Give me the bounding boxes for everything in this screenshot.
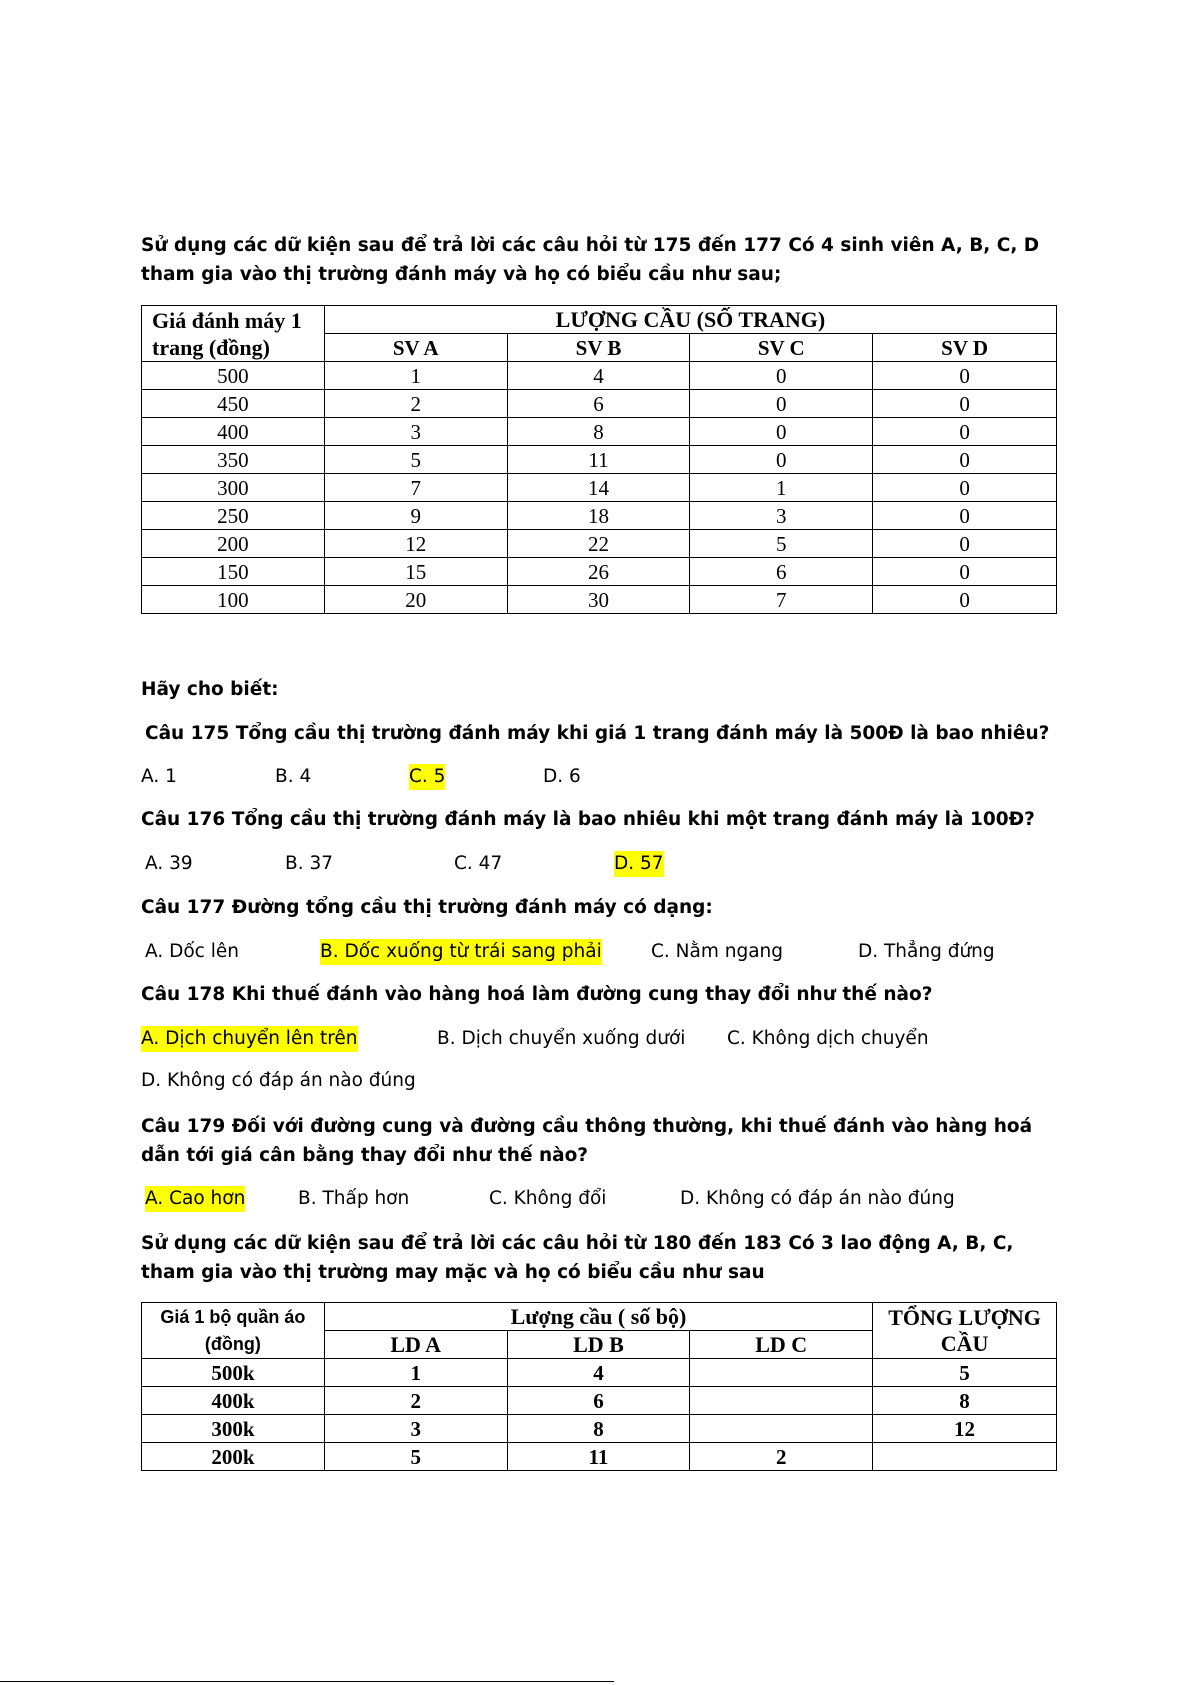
table-row <box>142 418 1057 446</box>
table-cell: 8 <box>873 1387 1057 1415</box>
table-cell: 5 <box>690 530 873 558</box>
table-cell: 0 <box>873 390 1057 418</box>
table-cell: 6 <box>507 390 690 418</box>
table-cell: 8 <box>507 418 690 446</box>
table-cell: 350 <box>142 446 325 474</box>
q177-option-b-answer: B. Dốc xuống từ trái sang phải <box>320 939 602 965</box>
q176-option-d-answer: D. 57 <box>614 851 664 877</box>
column-header: SV C <box>690 334 873 362</box>
table-row <box>142 362 1057 390</box>
table-cell: 0 <box>873 418 1057 446</box>
table-cell: 3 <box>690 502 873 530</box>
question-177: Câu 177 Đường tổng cầu thị trường đánh máy có dạng: <box>141 897 713 918</box>
table-cell: 22 <box>507 530 690 558</box>
table-cell: 30 <box>507 586 690 614</box>
table-cell <box>873 1443 1057 1471</box>
table-cell: 2 <box>324 1387 507 1415</box>
table-cell: 9 <box>324 502 507 530</box>
table-cell: 20 <box>324 586 507 614</box>
table-cell: 3 <box>324 418 507 446</box>
column-header: LD B <box>507 1331 690 1359</box>
table-cell: 200k <box>142 1443 325 1471</box>
quantity-header: LƯỢNG CẦU (SỐ TRANG) <box>324 306 1056 334</box>
q178-option-b: B. Dịch chuyển xuống dưới <box>437 1028 686 1049</box>
table-cell: 450 <box>142 390 325 418</box>
column-header: SV B <box>507 334 690 362</box>
table-cell: 2 <box>324 390 507 418</box>
table-cell: 6 <box>507 1387 690 1415</box>
q178-option-d: D. Không có đáp án nào đúng <box>141 1070 416 1091</box>
table-cell: 12 <box>324 530 507 558</box>
table-cell: 2 <box>690 1443 873 1471</box>
table-cell: 7 <box>324 474 507 502</box>
q176-option-c: C. 47 <box>454 853 503 874</box>
table-cell: 5 <box>873 1359 1057 1387</box>
table-cell: 14 <box>507 474 690 502</box>
table-cell: 300k <box>142 1415 325 1443</box>
table-cell: 1 <box>324 1359 507 1387</box>
table-cell: 6 <box>690 558 873 586</box>
table-cell: 11 <box>507 446 690 474</box>
table-cell: 0 <box>873 586 1057 614</box>
question-179: Câu 179 Đối với đường cung và đường cầu thông thường, khi thuế đánh vào hàng hoá dẫn tới giá cân bằng thay đổi như thế nào? <box>141 1116 1033 1166</box>
table-cell: 0 <box>873 474 1057 502</box>
table-cell: 100 <box>142 586 325 614</box>
table-cell: 8 <box>507 1415 690 1443</box>
table-row <box>142 1387 1057 1415</box>
table-cell <box>690 1415 873 1443</box>
prompt-text: Hãy cho biết: <box>141 679 279 700</box>
q179-option-a-answer: A. Cao hơn <box>145 1186 245 1212</box>
column-header: SV D <box>873 334 1057 362</box>
clothing-demand-table <box>141 1302 1057 1471</box>
table-cell: 0 <box>873 362 1057 390</box>
total-header: TỔNG LƯỢNG CẦU <box>873 1303 1057 1359</box>
column-header: LD A <box>324 1331 507 1359</box>
table-cell: 1 <box>324 362 507 390</box>
intro-paragraph-2: Sử dụng các dữ kiện sau để trả lời các câu hỏi từ 180 đến 183 Có 3 lao động A, B, C, tham gia vào thị trường may mặc và họ có biểu cầu như sau <box>141 1233 1014 1283</box>
question-175: Câu 175 Tổng cầu thị trường đánh máy khi giá 1 trang đánh máy là 500Đ là bao nhiêu? <box>145 723 1050 744</box>
table-cell: 7 <box>690 586 873 614</box>
question-178: Câu 178 Khi thuế đánh vào hàng hoá làm đường cung thay đổi như thế nào? <box>141 984 933 1005</box>
table-row <box>142 1415 1057 1443</box>
table-cell: 500 <box>142 362 325 390</box>
table-cell: 4 <box>507 1359 690 1387</box>
table-row <box>142 474 1057 502</box>
table-cell: 400k <box>142 1387 325 1415</box>
table-cell: 0 <box>873 446 1057 474</box>
table-row <box>142 446 1057 474</box>
q175-option-a: A. 1 <box>141 766 177 787</box>
table-row <box>142 502 1057 530</box>
table-row <box>142 1443 1057 1471</box>
footer-divider-segment <box>600 1681 614 1682</box>
table-cell: 0 <box>873 558 1057 586</box>
q178-option-c: C. Không dịch chuyển <box>727 1028 929 1049</box>
q177-option-c: C. Nằm ngang <box>651 941 784 962</box>
q177-option-d: D. Thẳng đứng <box>858 941 995 962</box>
q179-option-d: D. Không có đáp án nào đúng <box>680 1188 955 1209</box>
table-cell: 0 <box>873 502 1057 530</box>
table-row <box>142 586 1057 614</box>
table-cell: 0 <box>690 362 873 390</box>
question-176: Câu 176 Tổng cầu thị trường đánh máy là bao nhiêu khi một trang đánh máy là 100Đ? <box>141 809 1035 830</box>
table-cell: 0 <box>690 418 873 446</box>
price-header: Giá 1 bộ quần áo (đồng) <box>142 1303 325 1359</box>
table-cell <box>690 1387 873 1415</box>
table-cell <box>690 1359 873 1387</box>
q175-option-c-answer: C. 5 <box>409 764 445 790</box>
column-header: LD C <box>690 1331 873 1359</box>
quantity-header: Lượng cầu ( số bộ) <box>324 1303 872 1331</box>
table-cell: 0 <box>690 390 873 418</box>
table-cell: 300 <box>142 474 325 502</box>
q176-option-a: A. 39 <box>145 853 193 874</box>
table-cell: 250 <box>142 502 325 530</box>
price-header: Giá đánh máy 1 trang (đồng) <box>142 306 325 362</box>
table-cell: 0 <box>873 530 1057 558</box>
q175-option-b: B. 4 <box>275 766 312 787</box>
table-cell: 150 <box>142 558 325 586</box>
table-cell: 400 <box>142 418 325 446</box>
table-cell: 4 <box>507 362 690 390</box>
table-cell: 0 <box>690 446 873 474</box>
q177-option-a: A. Dốc lên <box>145 941 239 962</box>
footer-divider <box>0 1681 600 1682</box>
typing-demand-table <box>141 305 1057 614</box>
q178-option-a-answer: A. Dịch chuyển lên trên <box>141 1026 358 1052</box>
q176-option-b: B. 37 <box>285 853 333 874</box>
table-row <box>142 558 1057 586</box>
table-cell: 11 <box>507 1443 690 1471</box>
table-cell: 200 <box>142 530 325 558</box>
q175-option-d: D. 6 <box>543 766 581 787</box>
intro-paragraph-1: Sử dụng các dữ kiện sau để trả lời các câu hỏi từ 175 đến 177 Có 4 sinh viên A, B, C, D tham gia vào thị trường đánh máy và họ có biểu cầu như sau; <box>141 235 1040 285</box>
q179-option-c: C. Không đổi <box>489 1188 607 1209</box>
table-cell: 5 <box>324 1443 507 1471</box>
table-cell: 500k <box>142 1359 325 1387</box>
column-header: SV A <box>324 334 507 362</box>
table-row <box>142 390 1057 418</box>
table-cell: 5 <box>324 446 507 474</box>
table-row <box>142 1359 1057 1387</box>
table-cell: 12 <box>873 1415 1057 1443</box>
q179-option-b: B. Thấp hơn <box>298 1188 410 1209</box>
table-cell: 15 <box>324 558 507 586</box>
table-cell: 18 <box>507 502 690 530</box>
table-cell: 26 <box>507 558 690 586</box>
table-row <box>142 530 1057 558</box>
table-cell: 3 <box>324 1415 507 1443</box>
table-cell: 1 <box>690 474 873 502</box>
